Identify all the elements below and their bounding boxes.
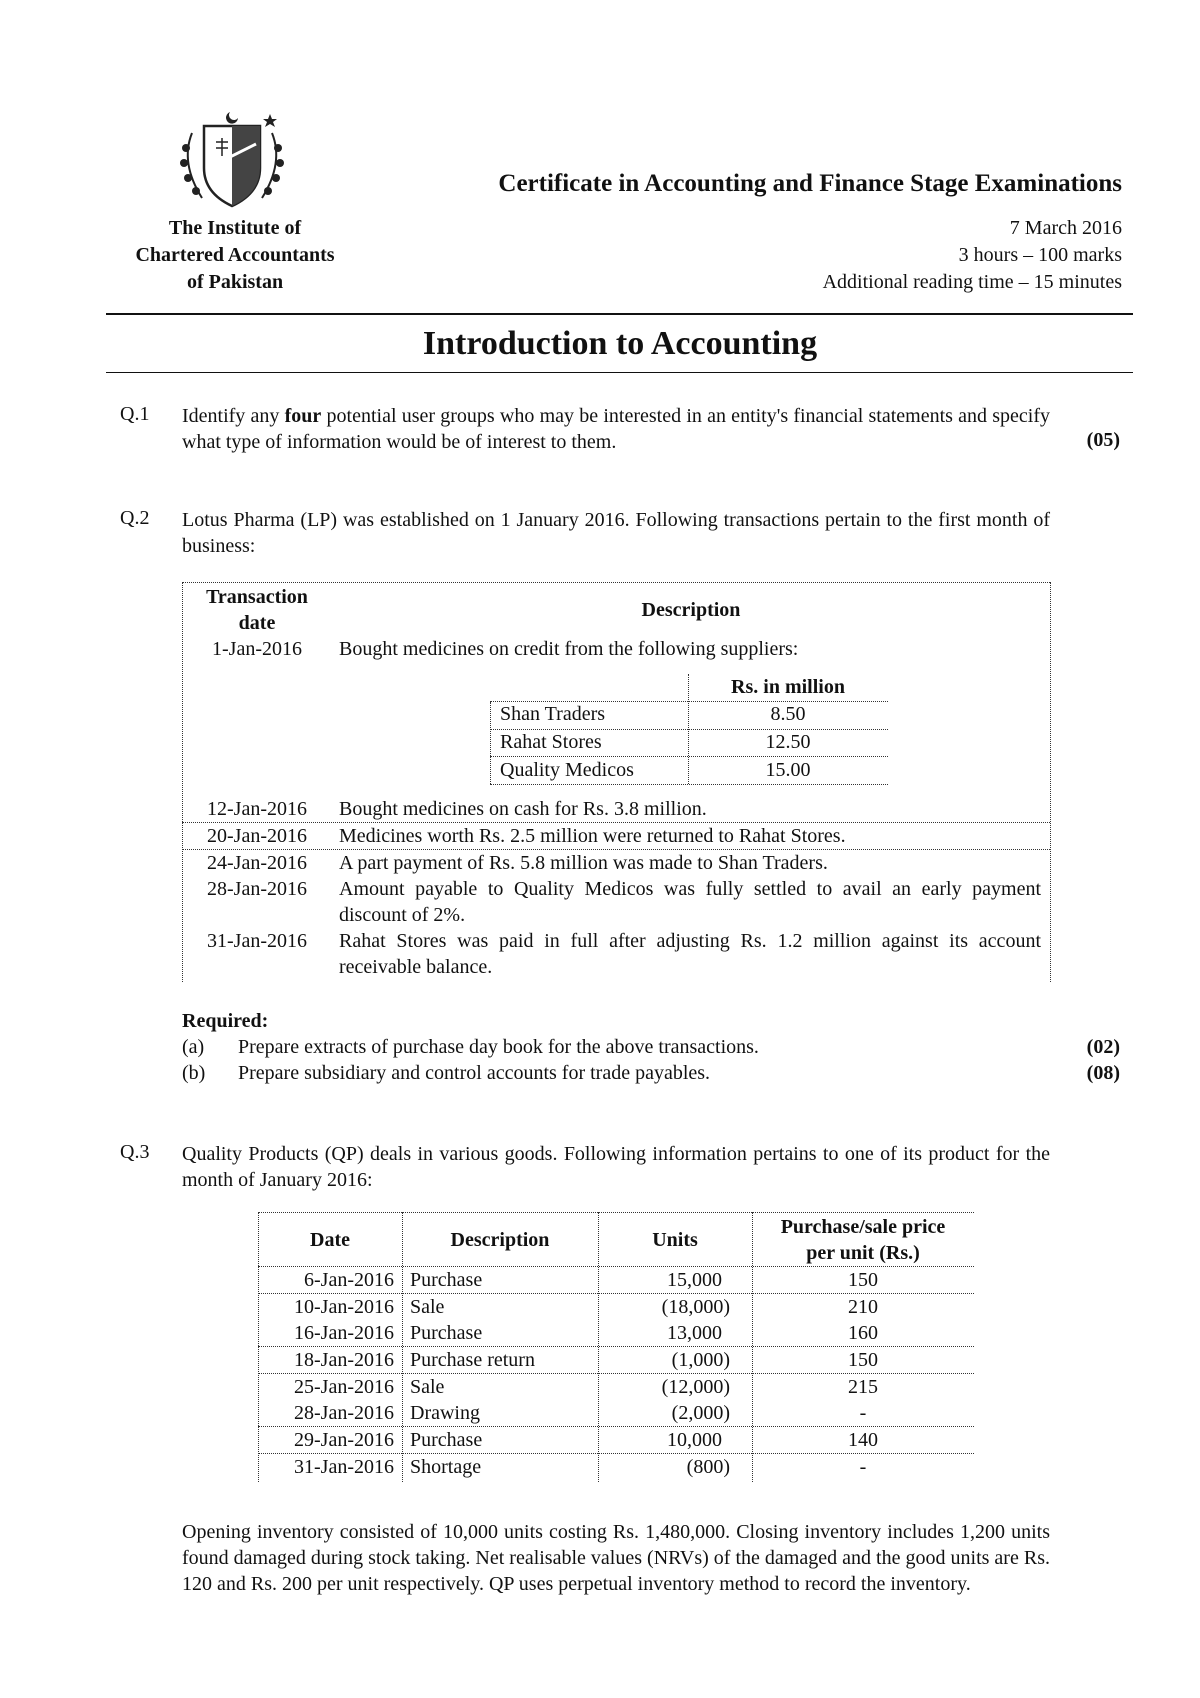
q3-row-border: [258, 1347, 974, 1374]
suppliers-header: Rs. in million: [731, 676, 845, 698]
q3-row-price: 140: [848, 1429, 878, 1451]
exam-duration: 3 hours – 100 marks: [958, 244, 1122, 266]
q2-header-date-2: date: [238, 612, 276, 634]
q2-part-label: (a): [182, 1036, 205, 1058]
institute-crest-logo: [172, 108, 292, 218]
q2-row-date: 28-Jan-2016: [207, 878, 307, 900]
q3-intro: Quality Products (QP) deals in various goods. Following information pertains to one of its product for the month of January 2016:: [182, 1143, 1050, 1191]
q3-row-border: [258, 1267, 974, 1294]
institute-line-1: The Institute of: [168, 217, 302, 239]
q1-text-before: Identify any: [182, 405, 285, 427]
q2-part-text: Prepare subsidiary and control accounts for trade payables.: [238, 1062, 711, 1084]
q3-row-price: 160: [848, 1322, 878, 1344]
q3-header-units: Units: [652, 1229, 698, 1251]
page-title: Introduction to Accounting: [422, 325, 818, 362]
q2-row-description: Amount payable to Quality Medicos was fully settled to avail an early payment discount of 2%.: [339, 878, 1041, 926]
exam-date: 7 March 2016: [1009, 217, 1122, 239]
q3-row-units: (800): [686, 1456, 730, 1478]
q3-row-description: Sale: [410, 1376, 445, 1398]
q3-inventory-table: [258, 1212, 974, 1482]
q2-part-text: Prepare extracts of purchase day book for the above transactions.: [238, 1036, 759, 1058]
supplier-amount: 12.50: [765, 731, 811, 753]
q2-row-date: 24-Jan-2016: [207, 852, 307, 874]
institute-line-3: of Pakistan: [186, 271, 284, 293]
institute-line-2: Chartered Accountants: [135, 244, 335, 266]
q3-row-units: (2,000): [671, 1402, 730, 1424]
q2-part-label: (b): [182, 1062, 206, 1084]
q1-marks: (05): [1086, 429, 1120, 451]
title-divider: [106, 372, 1133, 373]
q2-row-description: Bought medicines on cash for Rs. 3.8 million.: [339, 798, 707, 820]
supplier-amount: 8.50: [770, 703, 806, 725]
q2-row-date: 12-Jan-2016: [207, 798, 307, 820]
q3-row-units: 10,000: [667, 1429, 722, 1451]
q3-closing-text: Opening inventory consisted of 10,000 units costing Rs. 1,480,000. Closing inventory includes 1,200 units found damaged during stock taking. Net realisable values (NRVs) of the damaged and the good units are Rs. 120 and Rs. 200 per unit respectively. QP uses perpetual inventory method to record the inventory.: [182, 1521, 1050, 1595]
q2-row-date: 31-Jan-2016: [207, 930, 307, 952]
exam-meta: [700, 215, 1122, 296]
q3-row-date: 6-Jan-2016: [304, 1269, 394, 1291]
q3-row-border: [258, 1400, 974, 1427]
q2-number: Q.2: [120, 507, 150, 529]
q2-intro: Lotus Pharma (LP) was established on 1 January 2016. Following transactions pertain to the first month of business:: [182, 509, 1050, 557]
q3-header-border: [258, 1212, 974, 1267]
q3-header-description: Description: [450, 1229, 550, 1251]
q3-row-price: -: [859, 1402, 867, 1424]
q3-row-date: 31-Jan-2016: [294, 1456, 394, 1478]
q3-row-price: -: [859, 1456, 867, 1478]
q2-row-description: Medicines worth Rs. 2.5 million were returned to Rahat Stores.: [339, 825, 846, 847]
q3-row-units: 15,000: [667, 1269, 722, 1291]
q1-number: Q.1: [120, 403, 150, 425]
q3-row-description: Purchase: [410, 1322, 483, 1344]
q3-row-description: Purchase: [410, 1269, 483, 1291]
q2-header-date-1: Transaction: [206, 586, 308, 608]
suppliers-subtable: [490, 674, 888, 784]
q2-transactions-table: [182, 582, 1050, 982]
q3-row-description: Sale: [410, 1296, 445, 1318]
q3-row-description: Shortage: [410, 1456, 482, 1478]
q3-row-date: 28-Jan-2016: [294, 1402, 394, 1424]
q3-row-units: (12,000): [661, 1376, 730, 1398]
q2-part-marks: (02): [1086, 1036, 1120, 1058]
q2-table-right-border: [1050, 582, 1051, 982]
header-divider: [106, 313, 1133, 315]
q3-row-description: Purchase return: [410, 1349, 535, 1371]
supplier-name: Rahat Stores: [500, 731, 602, 753]
q3-row-price: 150: [848, 1349, 878, 1371]
supplier-name: Quality Medicos: [500, 759, 634, 781]
q2-row-description: Bought medicines on credit from the following suppliers:: [339, 638, 799, 660]
q2-row-description: A part payment of Rs. 5.8 million was made to Shan Traders.: [339, 852, 828, 874]
institute-name: [100, 215, 370, 296]
q3-row-border: [258, 1427, 974, 1454]
reading-time: Additional reading time – 15 minutes: [822, 271, 1122, 293]
q3-row-price: 215: [848, 1376, 878, 1398]
q3-row-price: 210: [848, 1296, 878, 1318]
q3-row-date: 29-Jan-2016: [294, 1429, 394, 1451]
q3-row-units: (1,000): [671, 1349, 730, 1371]
q3-number: Q.3: [120, 1141, 150, 1163]
q1-text-after: potential user groups who may be interested in an entity's financial statements and specify what type of information would be of interest to them.: [182, 405, 1051, 453]
q2-row-date: 20-Jan-2016: [207, 825, 307, 847]
q3-row-border: [258, 1320, 974, 1347]
q3-header-date: Date: [310, 1229, 350, 1251]
q3-row-date: 18-Jan-2016: [294, 1349, 394, 1371]
q1-text: [182, 403, 1050, 455]
supplier-name: Shan Traders: [500, 703, 606, 725]
q2-table-top-border: [182, 582, 1050, 583]
certificate-heading: Certificate in Accounting and Finance Stage Examinations: [498, 170, 1122, 197]
q3-header-price-2: per unit (Rs.): [806, 1242, 920, 1264]
q2-part-marks: (08): [1086, 1062, 1120, 1084]
q3-header-price-1: Purchase/sale price: [780, 1216, 946, 1238]
q3-row-description: Purchase: [410, 1429, 483, 1451]
q2-row-date: 1-Jan-2016: [212, 638, 302, 660]
q3-row-units: 13,000: [667, 1322, 722, 1344]
supplier-amount: 15.00: [765, 759, 811, 781]
q2-required-label: Required:: [182, 1010, 269, 1032]
q2-header-description: Description: [641, 599, 741, 621]
q3-row-date: 16-Jan-2016: [294, 1322, 394, 1344]
q3-row-date: 25-Jan-2016: [294, 1376, 394, 1398]
q3-row-units: (18,000): [661, 1296, 730, 1318]
q3-row-price: 150: [848, 1269, 878, 1291]
q1-text-bold: four: [284, 405, 322, 427]
q2-row-description: Rahat Stores was paid in full after adjusting Rs. 1.2 million against its account receivable balance.: [339, 930, 1041, 978]
q3-row-description: Drawing: [410, 1402, 480, 1424]
q3-row-date: 10-Jan-2016: [294, 1296, 394, 1318]
